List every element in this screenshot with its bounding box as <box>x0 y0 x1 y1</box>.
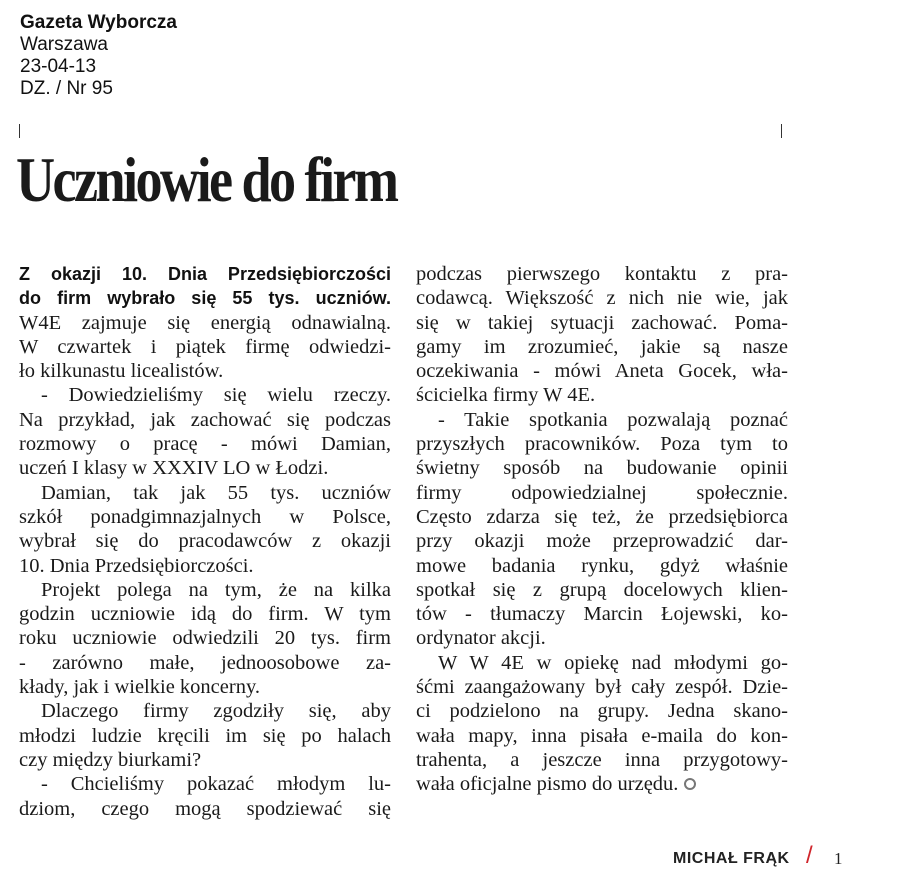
end-of-article-icon <box>684 778 696 790</box>
text-line: szkół ponadgimnazjalnych w Polsce, <box>19 505 391 528</box>
text-line: - Takie spotkania pozwalają poznać <box>438 408 788 431</box>
text-line: trahenta, a jeszcze inna przygotowy- <box>416 748 788 771</box>
lead-line: Z okazji 10. Dnia Przedsiębiorczości <box>19 264 391 284</box>
text-line: śćmi zaangażowany był cały zespół. Dzie- <box>416 676 788 699</box>
text-line: oczekiwania - mówi Aneta Gocek, wła- <box>416 360 788 383</box>
text-line: firmy odpowiedzialnej społecznie. <box>416 481 788 504</box>
text-line: rozmowy o pracę - mówi Damian, <box>19 433 391 456</box>
text-line: mowe badania rynku, gdyż właśnie <box>416 554 788 577</box>
crop-mark-right <box>781 124 782 138</box>
text-line: gamy im zrozumieć, jakie są nasze <box>416 335 788 358</box>
text-line: świetny sposób na budowanie opinii <box>416 457 788 480</box>
text-line: podczas pierwszego kontaktu z pra- <box>416 263 788 285</box>
publication-date: 23-04-13 <box>20 56 97 77</box>
text-line: W W 4E w opiekę nad młodymi go- <box>438 651 788 674</box>
text-line: czy między biurkami? <box>19 748 202 771</box>
text-line: 10. Dnia Przedsiębiorczości. <box>19 554 254 577</box>
publication-name: Gazeta Wyborcza <box>20 12 177 33</box>
crop-mark-left <box>19 124 20 138</box>
text-line: ło kilkunastu licealistów. <box>19 360 224 383</box>
article-column-2 <box>416 262 788 797</box>
lead-line: do firm wybrało się 55 tys. uczniów. <box>19 288 391 309</box>
page-number: 1 <box>834 849 843 868</box>
text-line: kłady, jak i wielkie koncerny. <box>19 676 260 699</box>
text-line-content: wała oficjalne pismo do urzędu. <box>416 773 679 796</box>
article-column-1 <box>19 262 391 821</box>
article-headline: Uczniowie do firm <box>16 145 397 215</box>
text-line: tów - tłumaczy Marcin Łojewski, ko- <box>416 603 788 626</box>
last-text-line <box>416 772 788 796</box>
text-line: codawcą. Większość z nich nie wie, jak <box>416 287 788 310</box>
separator-slash: / <box>806 842 813 869</box>
text-line: Często zdarza się też, że przedsiębiorca <box>416 505 788 528</box>
text-line: ci podzielono na grupy. Jedna skano- <box>416 700 788 723</box>
text-line: W4E zajmuje się energią odnawialną. <box>19 311 391 334</box>
text-line: spotkał się z grupą docelowych klien- <box>416 578 788 601</box>
text-line: dziom, czego mogą spodziewać się <box>19 797 391 820</box>
text-line: godzin uczniowie idą do firm. W tym <box>19 603 391 626</box>
text-line: się w takiej sytuacji zachować. Poma- <box>416 311 788 334</box>
text-line: - Chcieliśmy pokazać młodym lu- <box>41 773 391 796</box>
text-line: W czwartek i piątek firmę odwiedzi- <box>19 335 391 358</box>
text-line: przy okazji może przeprowadzić dar- <box>416 530 788 553</box>
text-line: Projekt polega na tym, że na kilka <box>41 578 391 601</box>
publication-city: Warszawa <box>20 34 108 55</box>
text-line: Dlaczego firmy zgodziły się, aby <box>41 700 391 723</box>
text-line: ścicielka firmy W 4E. <box>416 384 596 407</box>
text-line: przyszłych pracowników. Poza tym to <box>416 433 788 456</box>
text-line: wybrał się do pracodawców z okazji <box>19 530 391 553</box>
text-line: młodzi ludzie kręcili im się po halach <box>19 724 391 747</box>
text-line: ordynator akcji. <box>416 627 546 650</box>
issue-number: DZ. / Nr 95 <box>20 78 113 99</box>
text-line: roku uczniowie odwiedzili 20 tys. firm <box>19 627 391 650</box>
text-line: wała mapy, inna pisała e-maila do kon- <box>416 724 788 747</box>
text-line: - Dowiedzieliśmy się wielu rzeczy. <box>41 384 391 407</box>
source-metadata <box>20 12 177 100</box>
text-line: uczeń I klasy w XXXIV LO w Łodzi. <box>19 457 329 480</box>
text-line: Damian, tak jak 55 tys. uczniów <box>41 481 391 504</box>
text-line: - zarówno małe, jednoosobowe za- <box>19 651 391 674</box>
text-line: Na przykład, jak zachować się podczas <box>19 408 391 431</box>
author-byline: MICHAŁ FRĄK <box>673 850 790 867</box>
